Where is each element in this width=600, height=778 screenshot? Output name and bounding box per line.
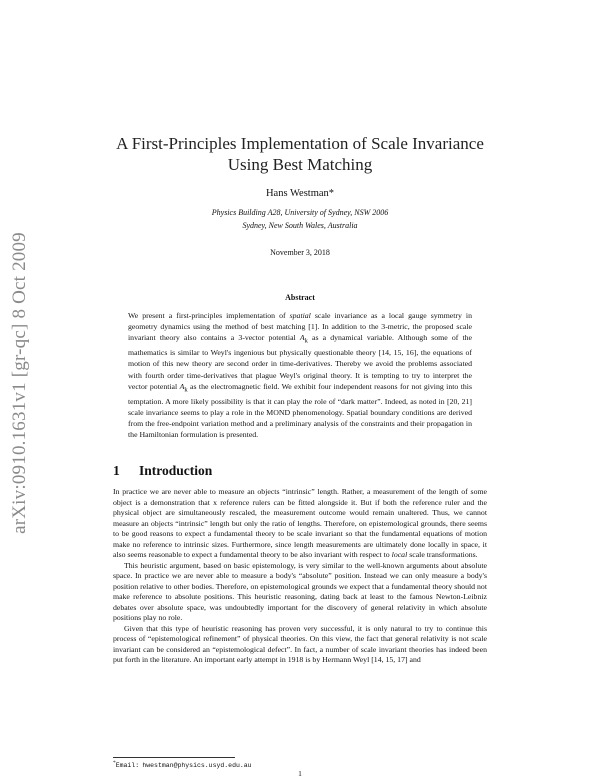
arxiv-identifier: arXiv:0910.1631v1 [gr-qc] 8 Oct 2009 [9, 232, 30, 534]
affiliation-line-2: Sydney, New South Wales, Australia [242, 221, 358, 230]
title-line-2: Using Best Matching [227, 155, 373, 174]
math-symbol: A [299, 333, 305, 343]
abstract-text: as a dynamical variable. Although some of the mathematics is similar to Weyl's ingenious but physically questionable theory [14, 15, 16], the equations of motion of this new theory are second order in time-derivatives. Thereby we avoid the problems associated with fourth order time-derivatives that plague Weyl's original theory. It is tempting to try to interpret the vector potential [128, 333, 472, 391]
math-subscript: k [304, 337, 308, 345]
title-line-1: A First-Principles Implementation of Scale Invariance [116, 134, 484, 153]
abstract-text: as the electromagnetic field. We exhibit four independent reasons for not giving into this temptation. A more likely possibility is that it can play the role of “dark matter”. Indeed, as noted in [20, 21] scale invariance seems to play a role in the MOND phenomenology. Spatial boundary conditions are derived from the free-endpoint variation method and a preliminary analysis of the constraints and their propagation in the Hamiltonian formulation is presented. [128, 381, 472, 440]
paragraph-emphasis: local [391, 550, 408, 559]
paragraph-text: scale transformations. [409, 550, 478, 559]
arxiv-stamp [0, 0, 40, 776]
introduction-body [113, 487, 487, 666]
section-heading [113, 463, 212, 479]
abstract-text: We present a first-principles implementation of [128, 311, 290, 320]
abstract-emphasis: spatial [289, 311, 311, 320]
affiliation [0, 206, 600, 232]
paragraph-text: In practice we are never able to measure an objects “intrinsic” length. Rather, a measurement of the length of some object is a demonstration that x reference rulers can be fitted alongside it. But if both the reference ruler and the physical object are simultaneously rescaled, the measurement outcome would remain unaltered. Thus, we cannot measure an objects “intrinsic” length but only the ratio of lengths. Therefore, on epistemological grounds, there seems to be good reasons to expect a fundamental theory to be scale invariant so that the fundamental equations of motion make no reference to intrinsic sizes. Furthermore, since length measurements are ultimately done locally in space, it also seems reasonable to expect a fundamental theory to be also invariant with respect to [113, 487, 487, 559]
footnote-mark: * [113, 760, 116, 766]
abstract-text: scale invariance as a local gauge symmetry in geometry dynamics using the method of best matching [1]. In addition to the 3-metric, the proposed scale invariant theory also contains a 3-vector potential [128, 311, 472, 343]
footnote-email[interactable]: hwestman@physics.usyd.edu.au [142, 762, 252, 770]
footnote-rule [113, 757, 235, 758]
author-name: Hans Westman* [265, 188, 335, 199]
intro-paragraph-2: This heuristic argument, based on basic epistemology, is very similar to the well-known arguments about absolute space. In practice we are never able to measure a body's “absolute” position. Instead we can only measure a body's position relative to other bodies. Therefore, on epistemological grounds we expect that a fundamental theory should not make reference to absolute positions. This heuristic reasoning, dating back at least to the famous Newton-Leibniz debates over absolute space, was undoubtedly important for the discovery of general relativity in which absolute positions play no role. [113, 560, 487, 622]
paper-date: November 3, 2018 [270, 248, 330, 257]
footnote-label: Email: [115, 762, 140, 770]
abstract-heading: Abstract [285, 293, 315, 302]
intro-paragraph-1 [113, 487, 487, 561]
math-subscript: k [184, 386, 188, 394]
section-title: Introduction [139, 463, 213, 478]
math-symbol: A [179, 381, 185, 391]
page-number: 1 [298, 769, 302, 778]
affiliation-line-1: Physics Building A28, University of Sydney, NSW 2006 [211, 208, 389, 217]
abstract-body [128, 310, 472, 440]
section-number: 1 [113, 463, 120, 478]
paper-title [80, 133, 520, 175]
intro-paragraph-3: Given that this type of heuristic reasoning has proven very successful, it is only natural to try to continue this process of “epistemological refinement” of physical theories. On this view, the fact that general relativity is not scale invariant can be considered an “epistemological defect”. In fact, a number of scale invariant theories has indeed been put forth in the literature. An important early attempt in 1918 is by Hermann Weyl [14, 15, 17] and [113, 623, 487, 664]
footnote [113, 760, 252, 769]
